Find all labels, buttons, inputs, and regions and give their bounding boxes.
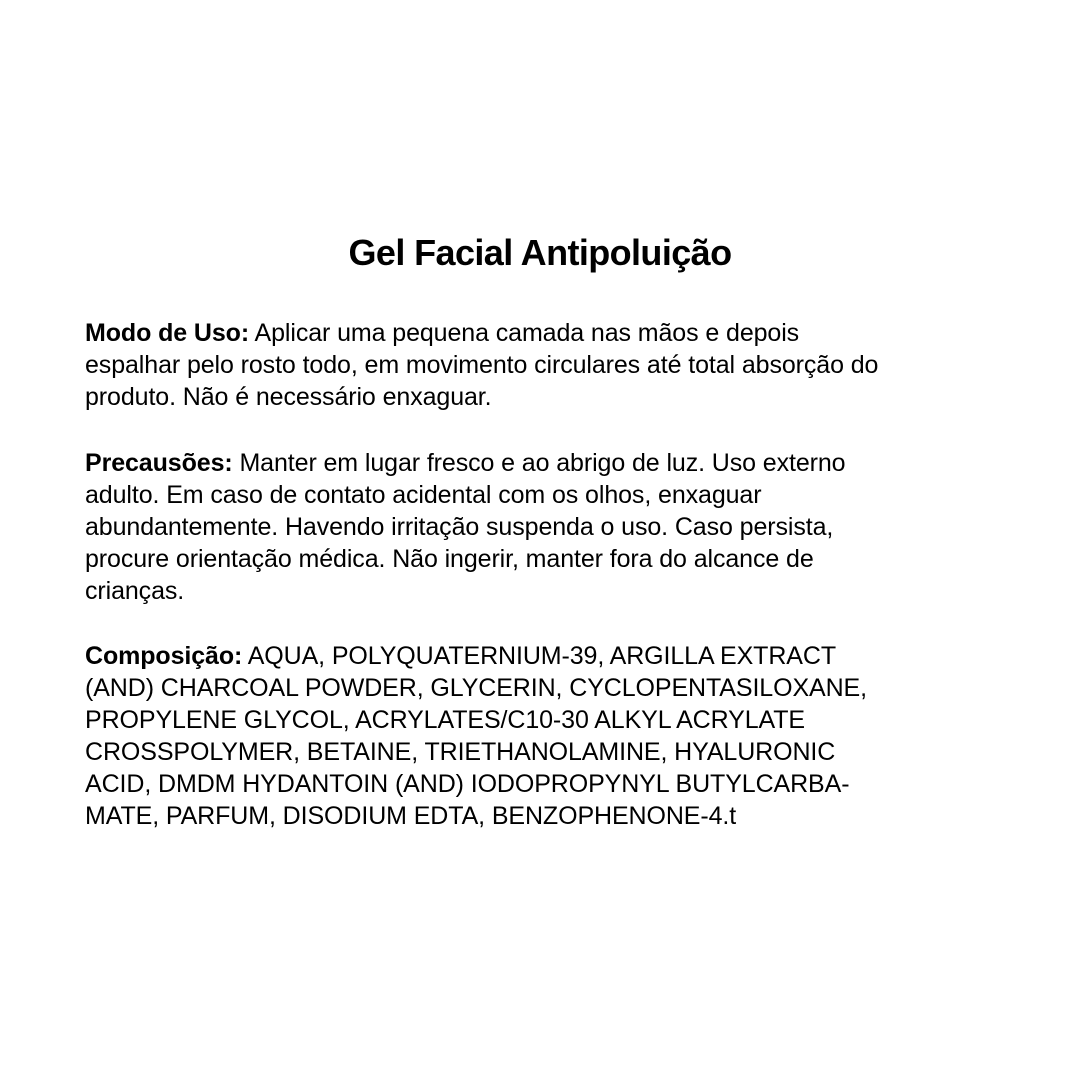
composition-section — [85, 640, 995, 832]
precautions-text: Manter em lugar fresco e ao abrigo de luz. Uso externo — [232, 449, 846, 477]
usage-line-3: produto. Não é necessário enxaguar. — [85, 383, 492, 411]
composition-line-6: MATE, PARFUM, DISODIUM EDTA, BENZOPHENONE-4.t — [85, 802, 737, 830]
precautions-line-1 — [85, 447, 995, 479]
usage-line-1 — [85, 317, 995, 349]
composition-line-2: (AND) CHARCOAL POWDER, GLYCERIN, CYCLOPENTASILOXANE, — [85, 674, 867, 702]
precautions-line-4: procure orientação médica. Não ingerir, manter fora do alcance de — [85, 545, 814, 573]
precautions-section — [85, 447, 995, 607]
composition-label: Composição: — [85, 642, 243, 670]
precautions-line-5: crianças. — [85, 577, 185, 605]
precautions-line-3: abundantemente. Havendo irritação suspenda o uso. Caso persista, — [85, 513, 834, 541]
product-title: Gel Facial Antipoluição — [348, 232, 732, 273]
composition-line-1 — [85, 640, 995, 672]
composition-line-3: PROPYLENE GLYCOL, ACRYLATES/C10-30 ALKYL ACRYLATE — [85, 706, 805, 734]
usage-line-2: espalhar pelo rosto todo, em movimento circulares até total absorção do — [85, 351, 879, 379]
composition-line-5: ACID, DMDM HYDANTOIN (AND) IODOPROPYNYL BUTYLCARBA- — [85, 770, 850, 798]
precautions-label: Precausões: — [85, 449, 233, 477]
usage-label: Modo de Uso: — [85, 319, 250, 347]
precautions-line-2: adulto. Em caso de contato acidental com os olhos, enxaguar — [85, 481, 762, 509]
usage-text: Aplicar uma pequena camada nas mãos e depois — [249, 319, 800, 347]
usage-section — [85, 317, 995, 413]
composition-line-4: CROSSPOLYMER, BETAINE, TRIETHANOLAMINE, HYALURONIC — [85, 738, 836, 766]
composition-text: AQUA, POLYQUATERNIUM-39, ARGILLA EXTRACT — [242, 642, 836, 670]
